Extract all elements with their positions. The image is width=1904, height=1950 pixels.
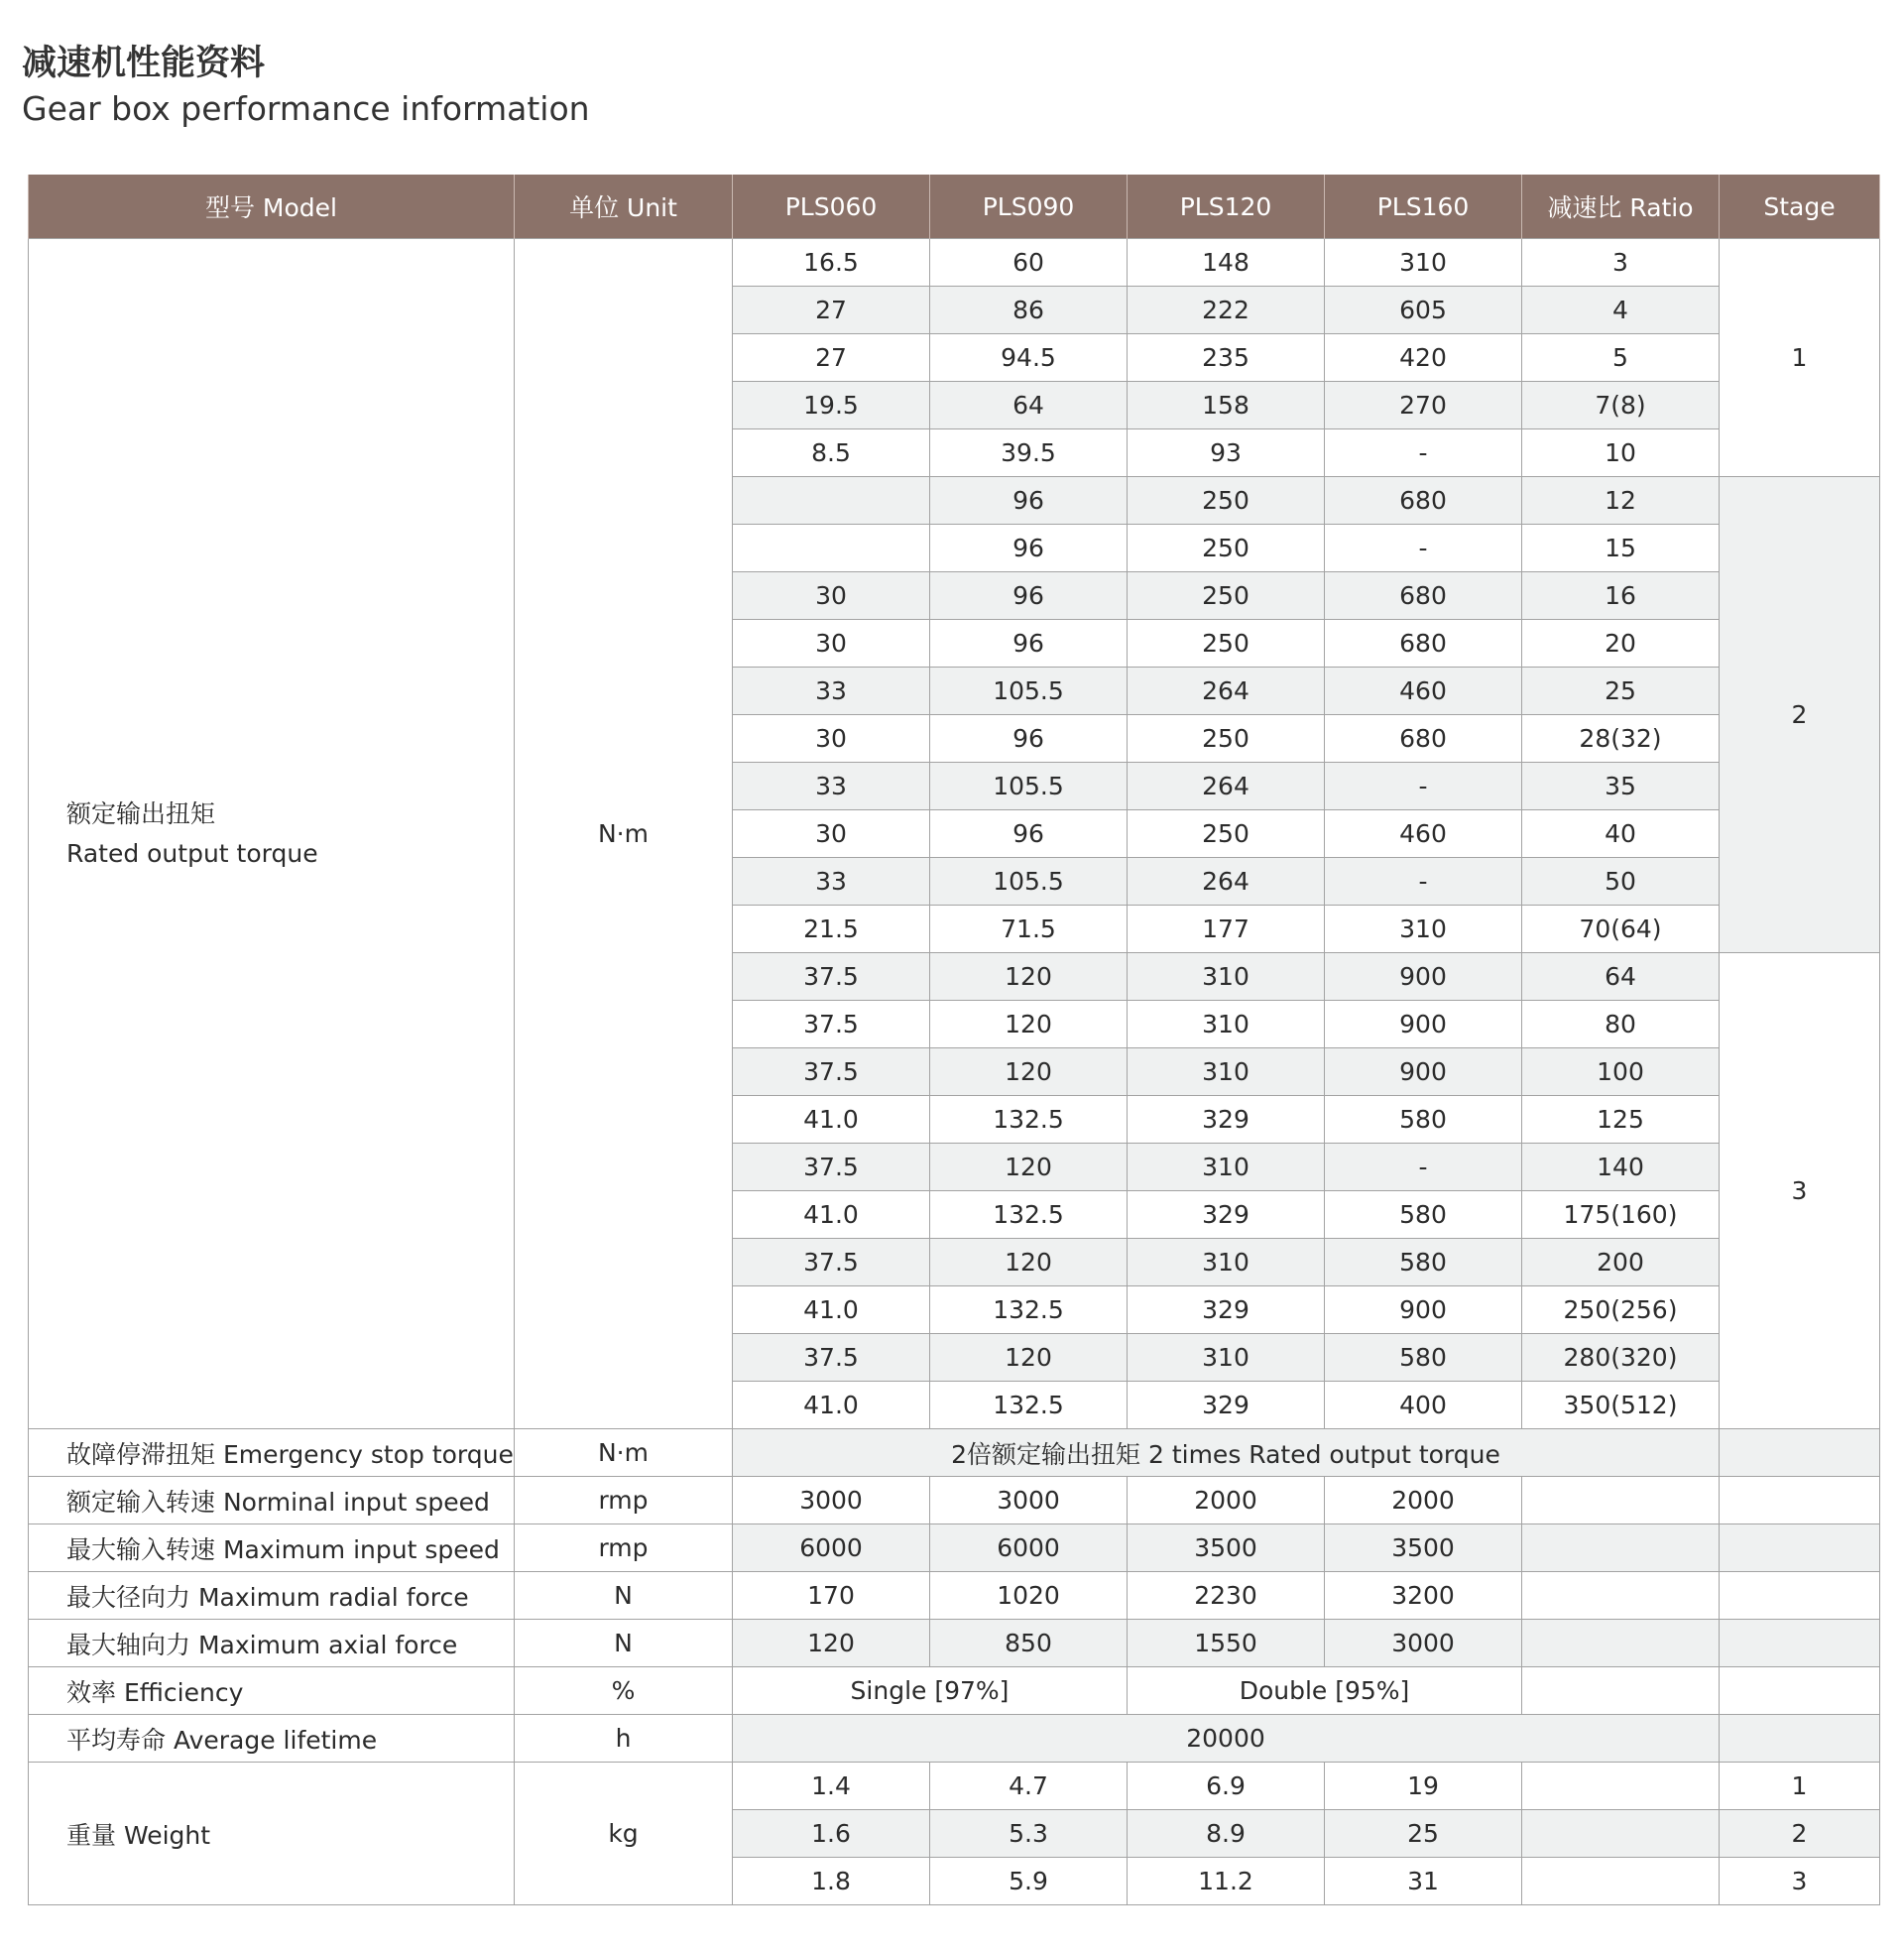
torque-value-cell xyxy=(733,525,930,572)
ratio-cell: 175(160) xyxy=(1522,1191,1720,1239)
torque-value-cell: 900 xyxy=(1325,953,1522,1001)
torque-value-cell: 96 xyxy=(930,477,1128,525)
ratio-cell: 200 xyxy=(1522,1239,1720,1286)
torque-value-cell: 33 xyxy=(733,668,930,715)
maximum-radial-force-label: 最大径向力 Maximum radial force xyxy=(29,1572,515,1620)
weight-value: 19 xyxy=(1325,1763,1522,1810)
torque-value-cell: 27 xyxy=(733,334,930,382)
weight-stage: 1 xyxy=(1720,1763,1880,1810)
torque-value-cell: 310 xyxy=(1128,1334,1325,1382)
torque-value-cell: 329 xyxy=(1128,1382,1325,1429)
ratio-cell: 16 xyxy=(1522,572,1720,620)
ratio-cell: 20 xyxy=(1522,620,1720,668)
emergency-stop-value: 2倍额定输出扭矩 2 times Rated output torque xyxy=(733,1429,1720,1477)
weight-value: 31 xyxy=(1325,1858,1522,1905)
table-row xyxy=(29,1667,1880,1715)
ratio-cell: 12 xyxy=(1522,477,1720,525)
maximum-axial-force-value: 1550 xyxy=(1128,1620,1325,1667)
torque-value-cell: 120 xyxy=(930,1048,1128,1096)
efficiency-single: Single [97%] xyxy=(733,1667,1128,1715)
torque-value-cell: 264 xyxy=(1128,858,1325,906)
ratio-cell: 140 xyxy=(1522,1144,1720,1191)
torque-value-cell: 39.5 xyxy=(930,429,1128,477)
emergency-stop-unit: N·m xyxy=(515,1429,733,1477)
nominal-input-speed-label: 额定输入转速 Norminal input speed xyxy=(29,1477,515,1524)
empty-cell xyxy=(1522,1524,1720,1572)
rated-torque-unit: N·m xyxy=(515,239,733,1429)
ratio-cell: 15 xyxy=(1522,525,1720,572)
header-pls120: PLS120 xyxy=(1128,175,1325,239)
torque-value-cell: 93 xyxy=(1128,429,1325,477)
torque-value-cell: 310 xyxy=(1128,1048,1325,1096)
torque-value-cell: 264 xyxy=(1128,668,1325,715)
torque-value-cell: 310 xyxy=(1128,1144,1325,1191)
torque-value-cell: 680 xyxy=(1325,572,1522,620)
torque-value-cell: 329 xyxy=(1128,1191,1325,1239)
torque-value-cell: 60 xyxy=(930,239,1128,287)
maximum-axial-force-label: 最大轴向力 Maximum axial force xyxy=(29,1620,515,1667)
emergency-stop-label: 故障停滞扭矩 Emergency stop torque xyxy=(29,1429,515,1477)
torque-value-cell: 580 xyxy=(1325,1096,1522,1144)
table-row xyxy=(29,1477,1880,1524)
ratio-cell: 350(512) xyxy=(1522,1382,1720,1429)
ratio-cell: 4 xyxy=(1522,287,1720,334)
torque-value-cell: 177 xyxy=(1128,906,1325,953)
efficiency-double: Double [95%] xyxy=(1128,1667,1522,1715)
torque-value-cell: 900 xyxy=(1325,1286,1522,1334)
ratio-cell: 80 xyxy=(1522,1001,1720,1048)
maximum-radial-force-value: 3200 xyxy=(1325,1572,1522,1620)
torque-value-cell: 37.5 xyxy=(733,1001,930,1048)
torque-value-cell: 310 xyxy=(1128,1001,1325,1048)
torque-value-cell: 105.5 xyxy=(930,668,1128,715)
header-unit: 单位 Unit xyxy=(515,175,733,239)
ratio-cell: 70(64) xyxy=(1522,906,1720,953)
ratio-cell: 3 xyxy=(1522,239,1720,287)
empty-cell xyxy=(1522,1763,1720,1810)
torque-value-cell: 250 xyxy=(1128,572,1325,620)
torque-value-cell: - xyxy=(1325,1144,1522,1191)
ratio-cell: 50 xyxy=(1522,858,1720,906)
ratio-cell: 125 xyxy=(1522,1096,1720,1144)
torque-value-cell: 605 xyxy=(1325,287,1522,334)
torque-value-cell: 8.5 xyxy=(733,429,930,477)
torque-value-cell: 250 xyxy=(1128,620,1325,668)
header-model: 型号 Model xyxy=(29,175,515,239)
torque-value-cell: 120 xyxy=(930,1144,1128,1191)
torque-value-cell: 41.0 xyxy=(733,1096,930,1144)
table-row xyxy=(29,1620,1880,1667)
ratio-cell: 250(256) xyxy=(1522,1286,1720,1334)
torque-value-cell: 37.5 xyxy=(733,953,930,1001)
header-pls160: PLS160 xyxy=(1325,175,1522,239)
torque-value-cell: - xyxy=(1325,763,1522,810)
torque-value-cell: 580 xyxy=(1325,1239,1522,1286)
torque-value-cell: 37.5 xyxy=(733,1048,930,1096)
ratio-cell: 280(320) xyxy=(1522,1334,1720,1382)
empty-cell xyxy=(1720,1667,1880,1715)
page-title-en: Gear box performance information xyxy=(22,89,590,128)
ratio-cell: 25 xyxy=(1522,668,1720,715)
torque-value-cell: 105.5 xyxy=(930,763,1128,810)
weight-value: 5.9 xyxy=(930,1858,1128,1905)
maximum-radial-force-unit: N xyxy=(515,1572,733,1620)
torque-value-cell: 19.5 xyxy=(733,382,930,429)
torque-value-cell: 105.5 xyxy=(930,858,1128,906)
empty-cell xyxy=(1720,1572,1880,1620)
weight-value: 25 xyxy=(1325,1810,1522,1858)
maximum-radial-force-value: 170 xyxy=(733,1572,930,1620)
empty-cell xyxy=(1522,1667,1720,1715)
torque-value-cell: 680 xyxy=(1325,477,1522,525)
table-row xyxy=(29,1429,1880,1477)
nominal-input-speed-value: 2000 xyxy=(1128,1477,1325,1524)
header-row xyxy=(29,175,1880,239)
weight-value: 1.8 xyxy=(733,1858,930,1905)
weight-unit: kg xyxy=(515,1763,733,1905)
ratio-cell: 64 xyxy=(1522,953,1720,1001)
torque-value-cell: 310 xyxy=(1128,1239,1325,1286)
empty-cell xyxy=(1720,1620,1880,1667)
torque-value-cell: - xyxy=(1325,525,1522,572)
stage-cell: 2 xyxy=(1720,477,1880,953)
torque-value-cell: 329 xyxy=(1128,1286,1325,1334)
torque-value-cell: 329 xyxy=(1128,1096,1325,1144)
ratio-cell: 100 xyxy=(1522,1048,1720,1096)
empty-cell xyxy=(1720,1477,1880,1524)
torque-value-cell: 900 xyxy=(1325,1048,1522,1096)
header-pls060: PLS060 xyxy=(733,175,930,239)
torque-value-cell: 41.0 xyxy=(733,1286,930,1334)
rated-torque-label-zh: 额定输出扭矩 xyxy=(66,798,216,828)
torque-value-cell: 30 xyxy=(733,572,930,620)
torque-value-cell: 310 xyxy=(1325,239,1522,287)
torque-value-cell: - xyxy=(1325,429,1522,477)
ratio-cell: 5 xyxy=(1522,334,1720,382)
maximum-radial-force-value: 1020 xyxy=(930,1572,1128,1620)
rated-torque-label xyxy=(29,239,515,1429)
maximum-input-speed-label: 最大输入转速 Maximum input speed xyxy=(29,1524,515,1572)
table-row xyxy=(29,1572,1880,1620)
ratio-cell: 35 xyxy=(1522,763,1720,810)
ratio-cell: 10 xyxy=(1522,429,1720,477)
torque-value-cell: 132.5 xyxy=(930,1191,1128,1239)
torque-value-cell: 96 xyxy=(930,525,1128,572)
weight-stage: 3 xyxy=(1720,1858,1880,1905)
torque-value-cell: 900 xyxy=(1325,1001,1522,1048)
lifetime-label: 平均寿命 Average lifetime xyxy=(29,1715,515,1763)
maximum-input-speed-value: 3500 xyxy=(1128,1524,1325,1572)
torque-value-cell: 120 xyxy=(930,1001,1128,1048)
torque-value-cell: 222 xyxy=(1128,287,1325,334)
torque-value-cell: 250 xyxy=(1128,810,1325,858)
torque-value-cell: 41.0 xyxy=(733,1382,930,1429)
torque-value-cell: 310 xyxy=(1325,906,1522,953)
torque-value-cell: 41.0 xyxy=(733,1191,930,1239)
empty-cell xyxy=(1720,1429,1880,1477)
torque-value-cell: 37.5 xyxy=(733,1334,930,1382)
torque-value-cell xyxy=(733,477,930,525)
torque-value-cell: 120 xyxy=(930,953,1128,1001)
nominal-input-speed-value: 3000 xyxy=(733,1477,930,1524)
torque-value-cell: 580 xyxy=(1325,1191,1522,1239)
torque-value-cell: 71.5 xyxy=(930,906,1128,953)
torque-value-cell: 148 xyxy=(1128,239,1325,287)
maximum-input-speed-value: 6000 xyxy=(930,1524,1128,1572)
stage-cell: 1 xyxy=(1720,239,1880,477)
torque-value-cell: 132.5 xyxy=(930,1096,1128,1144)
torque-value-cell: 580 xyxy=(1325,1334,1522,1382)
torque-value-cell: 16.5 xyxy=(733,239,930,287)
weight-value: 8.9 xyxy=(1128,1810,1325,1858)
maximum-axial-force-value: 120 xyxy=(733,1620,930,1667)
torque-value-cell: 235 xyxy=(1128,334,1325,382)
weight-stage: 2 xyxy=(1720,1810,1880,1858)
torque-value-cell: 680 xyxy=(1325,715,1522,763)
torque-value-cell: 30 xyxy=(733,620,930,668)
empty-cell xyxy=(1522,1572,1720,1620)
lifetime-value: 20000 xyxy=(733,1715,1720,1763)
torque-value-cell: 30 xyxy=(733,810,930,858)
empty-cell xyxy=(1522,1477,1720,1524)
maximum-input-speed-value: 6000 xyxy=(733,1524,930,1572)
empty-cell xyxy=(1720,1524,1880,1572)
torque-value-cell: 120 xyxy=(930,1239,1128,1286)
header-pls090: PLS090 xyxy=(930,175,1128,239)
weight-value: 11.2 xyxy=(1128,1858,1325,1905)
weight-value: 4.7 xyxy=(930,1763,1128,1810)
torque-value-cell: 400 xyxy=(1325,1382,1522,1429)
torque-value-cell: 250 xyxy=(1128,525,1325,572)
torque-value-cell: 132.5 xyxy=(930,1286,1128,1334)
efficiency-unit: % xyxy=(515,1667,733,1715)
ratio-cell: 40 xyxy=(1522,810,1720,858)
torque-value-cell: 64 xyxy=(930,382,1128,429)
nominal-input-speed-value: 2000 xyxy=(1325,1477,1522,1524)
torque-value-cell: 250 xyxy=(1128,477,1325,525)
maximum-axial-force-value: 3000 xyxy=(1325,1620,1522,1667)
empty-cell xyxy=(1522,1810,1720,1858)
lifetime-unit: h xyxy=(515,1715,733,1763)
torque-value-cell: 132.5 xyxy=(930,1382,1128,1429)
empty-cell xyxy=(1720,1715,1880,1763)
torque-value-cell: 270 xyxy=(1325,382,1522,429)
weight-value: 1.4 xyxy=(733,1763,930,1810)
maximum-axial-force-unit: N xyxy=(515,1620,733,1667)
header-ratio: 减速比 Ratio xyxy=(1522,175,1720,239)
torque-value-cell: - xyxy=(1325,858,1522,906)
table-row xyxy=(29,1524,1880,1572)
torque-value-cell: 96 xyxy=(930,715,1128,763)
performance-table xyxy=(28,175,1880,1905)
empty-cell xyxy=(1522,1858,1720,1905)
efficiency-label: 效率 Efficiency xyxy=(29,1667,515,1715)
maximum-radial-force-value: 2230 xyxy=(1128,1572,1325,1620)
table-row xyxy=(29,239,1880,287)
torque-value-cell: 96 xyxy=(930,620,1128,668)
table-row xyxy=(29,1763,1880,1810)
weight-value: 6.9 xyxy=(1128,1763,1325,1810)
torque-value-cell: 37.5 xyxy=(733,1239,930,1286)
page-title-zh: 减速机性能资料 xyxy=(22,44,266,83)
torque-value-cell: 33 xyxy=(733,763,930,810)
torque-value-cell: 120 xyxy=(930,1334,1128,1382)
torque-value-cell: 96 xyxy=(930,810,1128,858)
weight-label: 重量 Weight xyxy=(29,1763,515,1905)
torque-value-cell: 158 xyxy=(1128,382,1325,429)
torque-value-cell: 37.5 xyxy=(733,1144,930,1191)
torque-value-cell: 27 xyxy=(733,287,930,334)
torque-value-cell: 30 xyxy=(733,715,930,763)
ratio-cell: 7(8) xyxy=(1522,382,1720,429)
maximum-axial-force-value: 850 xyxy=(930,1620,1128,1667)
ratio-cell: 28(32) xyxy=(1522,715,1720,763)
maximum-input-speed-unit: rmp xyxy=(515,1524,733,1572)
torque-value-cell: 21.5 xyxy=(733,906,930,953)
torque-value-cell: 420 xyxy=(1325,334,1522,382)
weight-value: 5.3 xyxy=(930,1810,1128,1858)
torque-value-cell: 33 xyxy=(733,858,930,906)
torque-value-cell: 460 xyxy=(1325,668,1522,715)
stage-cell: 3 xyxy=(1720,953,1880,1429)
nominal-input-speed-unit: rmp xyxy=(515,1477,733,1524)
torque-value-cell: 310 xyxy=(1128,953,1325,1001)
torque-value-cell: 250 xyxy=(1128,715,1325,763)
torque-value-cell: 94.5 xyxy=(930,334,1128,382)
torque-value-cell: 86 xyxy=(930,287,1128,334)
header-stage: Stage xyxy=(1720,175,1880,239)
torque-value-cell: 96 xyxy=(930,572,1128,620)
torque-value-cell: 264 xyxy=(1128,763,1325,810)
weight-value: 1.6 xyxy=(733,1810,930,1858)
torque-value-cell: 460 xyxy=(1325,810,1522,858)
maximum-input-speed-value: 3500 xyxy=(1325,1524,1522,1572)
empty-cell xyxy=(1522,1620,1720,1667)
table-row xyxy=(29,1715,1880,1763)
nominal-input-speed-value: 3000 xyxy=(930,1477,1128,1524)
rated-torque-label-en: Rated output torque xyxy=(66,838,318,868)
torque-value-cell: 680 xyxy=(1325,620,1522,668)
